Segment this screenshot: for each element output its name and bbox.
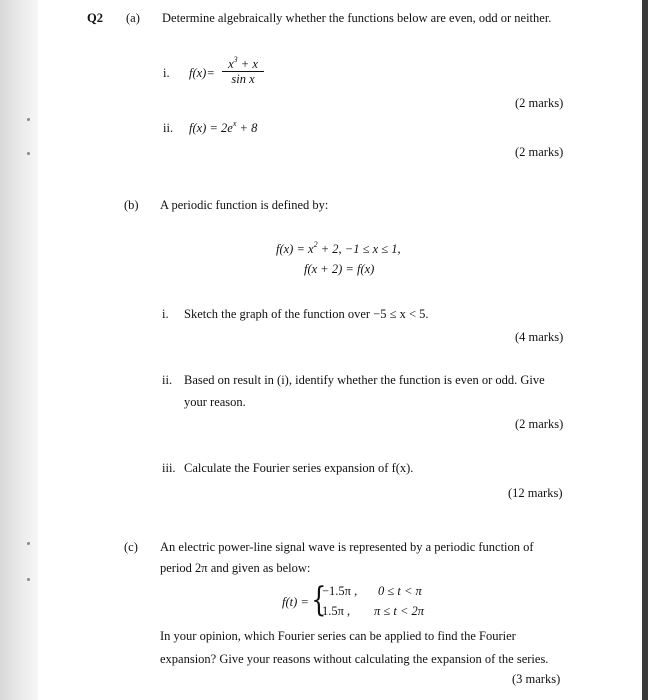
scan-left-margin: [0, 0, 38, 700]
part-c-case2-condition: π ≤ t < 2π: [374, 604, 425, 618]
part-a-ii-expression: $f(x) = 2e^x + 8$: [189, 119, 258, 135]
part-a-ii-number: ii.: [163, 121, 174, 135]
question-number: Q2: [87, 11, 103, 25]
part-b-iii-number: iii.: [162, 461, 176, 475]
part-b-i-number: i.: [162, 307, 169, 321]
part-a-ii-marks: (2 marks): [515, 145, 564, 159]
part-c-line2: period 2π and given as below:: [160, 561, 311, 575]
part-b-intro: A periodic function is defined by:: [160, 198, 329, 212]
part-c-line1: An electric power-line signal wave is represented by a periodic function of: [160, 540, 534, 554]
part-b-ii-text-line2: your reason.: [184, 395, 246, 409]
part-b-i-marks: (4 marks): [515, 330, 564, 344]
part-a-i-fraction: [222, 57, 264, 87]
part-b-definition-line2: f(x + 2) = f(x): [304, 262, 375, 276]
scan-speck: [27, 118, 30, 121]
part-a-i-lhs: f(x)=: [189, 66, 215, 80]
part-a-i-number: i.: [163, 66, 170, 80]
part-a-instruction: Determine algebraically whether the functions below are even, odd or neither.: [162, 11, 552, 25]
part-b-ii-text-line1: Based on result in (i), identify whether the function is even or odd. Give: [184, 373, 545, 387]
scan-speck: [27, 152, 30, 155]
part-b-i-text: Sketch the graph of the function over −5 ≤ x < 5.: [184, 307, 429, 321]
part-c-ft-label: f(t) =: [282, 595, 309, 609]
part-b-label: (b): [124, 198, 139, 212]
part-c-label: (c): [124, 540, 138, 554]
part-c-question-line2: expansion? Give your reasons without calculating the expansion of the series.: [160, 652, 549, 666]
piecewise-brace: {: [311, 580, 327, 620]
part-c-marks: (3 marks): [512, 672, 561, 686]
part-c-case2-value: 1.5π ,: [322, 604, 351, 618]
part-c-question-line1: In your opinion, which Fourier series can be applied to find the Fourier: [160, 629, 516, 643]
part-a-label: (a): [126, 11, 140, 25]
part-b-ii-number: ii.: [162, 373, 173, 387]
scan-speck: [27, 542, 30, 545]
part-b-definition-line1: $f(x) = x^2 + 2$, −1 ≤ x ≤ 1,: [276, 240, 401, 256]
part-c-case1-condition: 0 ≤ t < π: [378, 584, 422, 598]
part-a-i-marks: (2 marks): [515, 96, 564, 110]
scan-speck: [27, 578, 30, 581]
part-b-ii-marks: (2 marks): [515, 417, 564, 431]
scan-right-edge: [642, 0, 648, 700]
part-c-case1-value: −1.5π ,: [322, 584, 358, 598]
part-b-iii-marks: (12 marks): [508, 486, 563, 500]
fraction-denominator: sin x: [231, 72, 255, 86]
part-b-iii-text: Calculate the Fourier series expansion of f(x).: [184, 461, 414, 475]
fraction-numerator: $x^3 + x$: [222, 57, 264, 72]
